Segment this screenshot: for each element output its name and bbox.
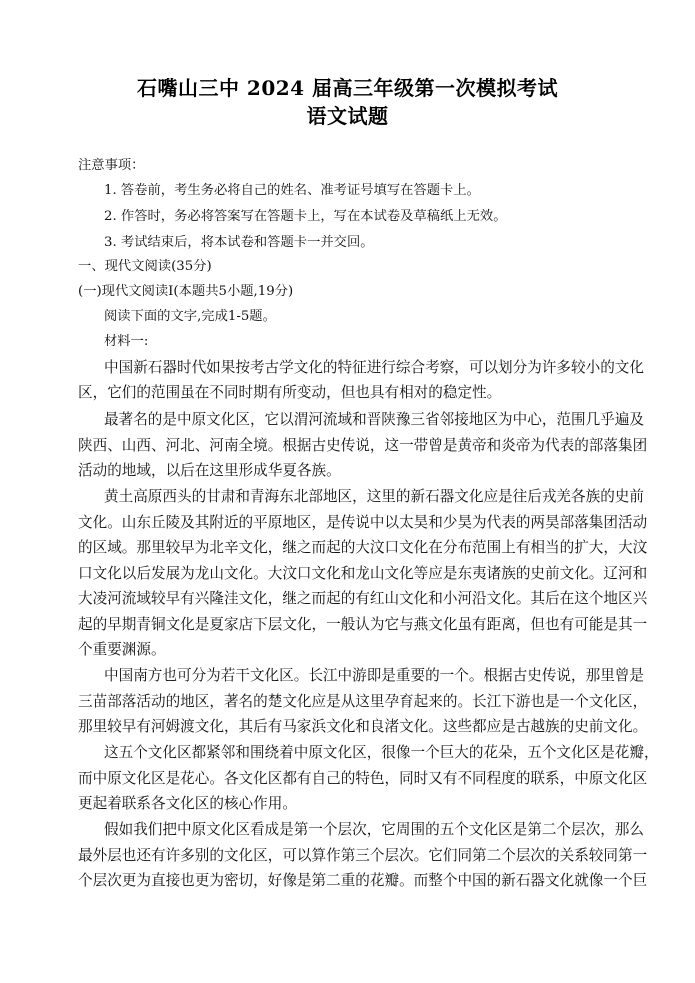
passage-line: 区，它们的范围虽在不同时期有所变动，但也具有相对的稳定性。 (78, 384, 502, 401)
passage-line: 这五个文化区都紧邻和围绕着中原文化区，很像一个巨大的花朵，五个文化区是花瓣， (104, 744, 659, 761)
passage-line: 三苗部落活动的地区，著名的楚文化应是从这里孕育起来的。长江下游也是一个文化区， (78, 693, 648, 710)
passage-line: 最著名的是中原文化区，它以渭河流域和晋陕豫三省邻接地区为中心，范围几乎遍及 (104, 411, 644, 428)
material-label: 材料一: (104, 334, 149, 349)
passage-line: 中国新石器时代如果按考古学文化的特征进行综合考察，可以划分为许多较小的文化 (104, 359, 644, 376)
passage-line: 最外层也还有许多别的文化区，可以算作第三个层次。它们同第二个层次的关系较同第一 (78, 847, 648, 864)
passage-line: 口文化以后发展为龙山文化。大汶口文化和龙山文化等应是东夷诸族的史前文化。辽河和 (78, 565, 648, 582)
passage-line: 个重要渊源。 (78, 641, 166, 658)
reading-instruction: 阅读下面的文字,完成1-5题。 (104, 309, 276, 324)
passage-line: 陕西、山西、河北、河南全境。根据古史传说，这一带曾是黄帝和炎帝为代表的部落集团 (78, 437, 648, 454)
passage-line: 文化。山东丘陵及其附近的平原地区，是传说中以太昊和少昊为代表的两昊部落集团活动 (78, 514, 648, 531)
section-heading: 一、现代文阅读(35分) (78, 259, 212, 274)
passage-line: 个层次更为直接也更为密切，好像是第二重的花瓣。而整个中国的新石器文化就像一个巨 (78, 872, 648, 889)
notice-item: 1. 答卷前，考生务必将自己的姓名、准考证号填写在答题卡上。 (104, 183, 480, 198)
passage-line: 活动的地域，以后在这里形成华夏各族。 (78, 462, 341, 479)
passage-line: 的区域。那里较早为北辛文化，继之而起的大汶口文化在分布范围上有相当的扩大，大汶 (78, 539, 648, 556)
passage-line: 黄土高原西头的甘肃和青海东北部地区，这里的新石器文化应是往后戎羌各族的史前 (104, 488, 644, 505)
exam-title: 石嘴山三中 2024 届高三年级第一次模拟考试 (136, 76, 559, 100)
exam-subtitle: 语文试题 (306, 104, 389, 128)
notice-heading: 注意事项： (78, 158, 145, 173)
passage-line: 而中原文化区是花心。各文化区都有自己的特色，同时又有不同程度的联系，中原文化区 (78, 770, 648, 787)
passage-line: 起的早期青铜文化是夏家店下层文化，一般认为它与燕文化虽有距离，但也有可能是其一 (78, 616, 648, 633)
section-subheading: (一)现代文阅读Ⅰ(本题共5小题,19分) (78, 284, 294, 299)
passage-line: 大凌河流域较早有兴隆洼文化，继之而起的有红山文化和小河沿文化。其后在这个地区兴 (78, 590, 648, 607)
notice-item: 3. 考试结束后，将本试卷和答题卡一并交回。 (104, 235, 374, 250)
passage-line: 那里较早有河姆渡文化，其后有马家浜文化和良渚文化。这些都应是古越族的史前文化。 (78, 718, 648, 735)
passage-line: 更起着联系各文化区的核心作用。 (78, 795, 297, 812)
passage-line: 假如我们把中原文化区看成是第一个层次，它周围的五个文化区是第二个层次，那么 (104, 821, 644, 838)
notice-item: 2. 作答时，务必将答案写在答题卡上，写在本试卷及草稿纸上无效。 (104, 209, 507, 224)
passage-line: 中国南方也可分为若干文化区。长江中游即是重要的一个。根据古史传说，那里曾是 (104, 667, 644, 684)
